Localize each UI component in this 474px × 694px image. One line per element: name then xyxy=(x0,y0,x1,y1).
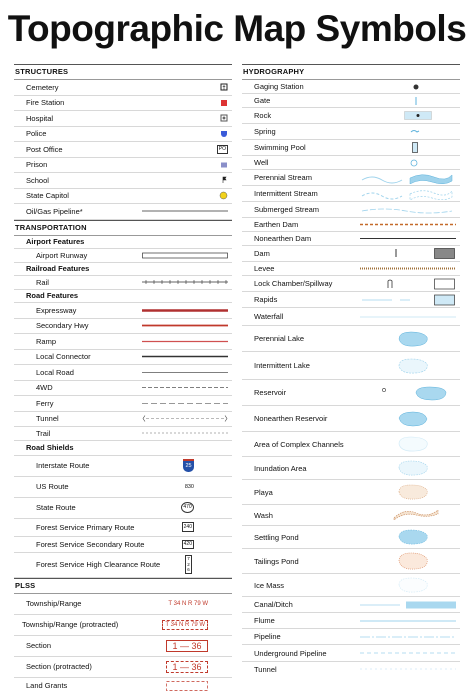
settling-pond-label: Settling Pond xyxy=(254,532,299,542)
legend-row-fs-high xyxy=(14,553,232,578)
legend-row-rail xyxy=(14,276,232,290)
legend-row-us-route xyxy=(14,477,232,498)
legend-row-fs-primary xyxy=(14,519,232,537)
legend-row-prison xyxy=(14,158,232,174)
expressway-label: Expressway xyxy=(36,305,77,315)
legend-row-complex-channels xyxy=(242,432,460,457)
us-route-label: US Route xyxy=(36,482,69,491)
legend-row-well xyxy=(242,156,460,170)
legend-row-land-grants xyxy=(14,678,232,694)
underground-pipeline-icon xyxy=(360,645,456,661)
legend-row-ramp xyxy=(14,334,232,350)
legend-row-section-protracted xyxy=(14,657,232,678)
state-capitol-label: State Capitol xyxy=(26,191,69,201)
levee-icon xyxy=(360,262,456,275)
secondary-hwy-line-icon xyxy=(142,319,228,334)
legend-row-trail xyxy=(14,427,232,441)
local-road-line-icon xyxy=(142,365,228,380)
post-office-icon: PO xyxy=(218,145,226,152)
police-badge-icon xyxy=(220,127,228,142)
us-route-shield-icon: 830 xyxy=(184,483,194,490)
state-capitol-star-icon xyxy=(219,189,228,204)
legend-row-pipeline xyxy=(14,204,232,220)
legend-row-spring xyxy=(242,124,460,140)
water-pipeline-icon xyxy=(360,629,456,644)
nonearthen-reservoir-icon xyxy=(396,406,430,431)
legend-row-inundation-area xyxy=(242,457,460,480)
fire-station-icon xyxy=(220,96,228,111)
reservoir-label: Reservoir xyxy=(254,388,287,397)
legend-row-cemetery xyxy=(14,80,232,96)
railroad-features-row xyxy=(14,263,232,277)
transportation-header: TRANSPORTATION xyxy=(14,220,232,236)
well-label: Well xyxy=(254,158,269,167)
gate-label: Gate xyxy=(254,96,271,105)
legend-row-state-capitol xyxy=(14,189,232,205)
fire-station-label: Fire Station xyxy=(26,98,65,108)
spring-label: Spring xyxy=(254,127,276,136)
legend-row-post-office xyxy=(14,142,232,158)
complex-channels-label: Area of Complex Channels xyxy=(254,439,344,449)
ice-mass-icon xyxy=(396,574,430,596)
trail-label: Trail xyxy=(36,428,51,438)
legend-row-perennial-stream xyxy=(242,170,460,186)
local-connector-label: Local Connector xyxy=(36,352,91,362)
expressway-line-icon xyxy=(142,303,228,318)
ramp-line-icon xyxy=(142,334,228,349)
pipeline-hydro-label: Pipeline xyxy=(254,632,281,641)
legend-row-expressway xyxy=(14,303,232,319)
legend-row-local-road xyxy=(14,365,232,381)
legend-row-fire-station xyxy=(14,96,232,112)
fs-high-label: Forest Service High Clearance Route xyxy=(36,560,161,569)
prison-label: Prison xyxy=(26,160,48,170)
legend-row-swimming-pool xyxy=(242,140,460,156)
legend-row-section xyxy=(14,636,232,657)
lock-chamber-icon xyxy=(366,276,456,291)
township-range-symbol: T 34 N R 79 W xyxy=(168,600,208,607)
legend-row-reservoir xyxy=(242,380,460,406)
legend-row-township-protracted xyxy=(14,615,232,636)
legend-row-ferry xyxy=(14,396,232,412)
complex-channels-icon xyxy=(396,432,430,456)
legend-row-tunnel xyxy=(14,412,232,428)
legend-row-tailings-pond xyxy=(242,549,460,574)
airport-runway-label: Airport Runway xyxy=(36,250,88,260)
section-protracted-symbol: 1 — 36 xyxy=(166,661,208,673)
prison-icon xyxy=(220,158,228,173)
road-shields-label: Road Shields xyxy=(26,443,74,452)
legend-row-nonearthen-dam xyxy=(242,232,460,246)
nonearthen-dam-label: Nonearthen Dam xyxy=(254,234,312,243)
legend-row-intermittent-lake xyxy=(242,352,460,380)
state-route-label: State Route xyxy=(36,503,76,512)
legend-row-wash xyxy=(242,505,460,526)
left-column xyxy=(14,64,232,694)
legend-row-submerged-stream xyxy=(242,202,460,218)
settling-pond-icon xyxy=(396,526,430,548)
hydrography-header: HYDROGRAPHY xyxy=(242,64,460,80)
intermittent-lake-icon xyxy=(396,352,430,379)
right-column xyxy=(242,64,460,676)
wash-icon xyxy=(392,505,440,525)
legend-row-waterfall xyxy=(242,308,460,326)
tunnel-label: Tunnel xyxy=(36,414,59,424)
section-protracted-label: Section (protracted) xyxy=(26,662,92,671)
canal-ditch-icon xyxy=(360,597,456,612)
airport-features-label: Airport Features xyxy=(26,237,85,247)
fs-secondary-label: Forest Service Secondary Route xyxy=(36,539,145,549)
legend-row-underground-pipeline xyxy=(242,645,460,662)
section-symbol: 1 — 36 xyxy=(166,640,208,652)
flume-icon xyxy=(360,613,456,628)
rail-label: Rail xyxy=(36,277,49,287)
legend-row-state-route xyxy=(14,498,232,519)
rapids-label: Rapids xyxy=(254,295,278,304)
local-connector-line-icon xyxy=(142,350,228,365)
legend-row-interstate xyxy=(14,456,232,477)
legend-row-rock xyxy=(242,108,460,124)
earthen-dam-icon xyxy=(360,218,456,231)
legend-row-pipeline-hydro xyxy=(242,629,460,645)
reservoir-icon xyxy=(370,380,450,405)
airport-features-row xyxy=(14,236,232,250)
legend-row-fs-secondary xyxy=(14,537,232,553)
perennial-stream-icon xyxy=(360,170,456,185)
tunnel-hydro-label: Tunnel xyxy=(254,664,277,674)
cemetery-icon xyxy=(220,80,228,95)
lock-chamber-label: Lock Chamber/Spillway xyxy=(254,279,333,288)
legend-row-ice-mass xyxy=(242,574,460,597)
legend-row-perennial-lake xyxy=(242,326,460,352)
legend-row-playa xyxy=(242,480,460,505)
tailings-pond-icon xyxy=(396,549,430,573)
earthen-dam-label: Earthen Dam xyxy=(254,220,299,229)
dam-icon xyxy=(366,246,456,261)
land-grants-label: Land Grants xyxy=(26,681,68,690)
legend-row-school xyxy=(14,173,232,189)
perennial-stream-label: Perennial Stream xyxy=(254,173,312,182)
hospital-icon xyxy=(220,111,228,126)
ferry-line-icon xyxy=(142,396,228,411)
legend-row-gate xyxy=(242,94,460,108)
cemetery-label: Cemetery xyxy=(26,82,59,92)
legend-row-secondary-hwy xyxy=(14,319,232,335)
legend-row-township xyxy=(14,594,232,615)
legend-row-levee xyxy=(242,262,460,276)
tunnel-line-icon xyxy=(142,412,228,427)
nonearthen-reservoir-label: Nonearthen Reservoir xyxy=(254,414,328,423)
legend-row-police xyxy=(14,127,232,143)
gate-icon xyxy=(414,94,418,107)
playa-label: Playa xyxy=(254,487,273,497)
svg-text:†: † xyxy=(222,84,226,92)
road-features-label: Road Features xyxy=(26,291,79,301)
land-grants-icon xyxy=(166,678,208,694)
road-shields-row xyxy=(14,441,232,456)
4wd-line-icon xyxy=(142,381,228,396)
legend-row-tunnel-hydro xyxy=(242,662,460,676)
state-route-shield-icon: 470 xyxy=(181,502,194,513)
legend-row-dam xyxy=(242,246,460,262)
gaging-station-icon xyxy=(412,80,420,93)
school-flag-icon xyxy=(220,173,228,188)
legend-row-gaging-station xyxy=(242,80,460,94)
flume-label: Flume xyxy=(254,616,275,625)
waterfall-label: Waterfall xyxy=(254,312,284,321)
legend-row-4wd xyxy=(14,381,232,397)
rock-label: Rock xyxy=(254,111,272,120)
legend-row-lock-chamber xyxy=(242,276,460,292)
structures-header: STRUCTURES xyxy=(14,64,232,80)
fs-primary-shield-icon: 240 xyxy=(183,524,192,530)
playa-icon xyxy=(396,480,430,504)
road-features-row xyxy=(14,290,232,304)
pipeline-label: Oil/Gas Pipeline* xyxy=(26,206,83,216)
interstate-label: Interstate Route xyxy=(36,461,90,470)
perennial-lake-label: Perennial Lake xyxy=(254,334,305,343)
wash-label: Wash xyxy=(254,510,273,520)
page-title: Topographic Map Symbols xyxy=(7,8,467,49)
dam-label: Dam xyxy=(254,249,270,258)
intermittent-stream-label: Intermittent Stream xyxy=(254,189,318,198)
legend-row-earthen-dam xyxy=(242,218,460,232)
trail-line-icon xyxy=(142,427,228,440)
legend-row-rapids xyxy=(242,292,460,308)
legend-row-settling-pond xyxy=(242,526,460,549)
swimming-pool-label: Swimming Pool xyxy=(254,143,306,152)
rock-icon xyxy=(404,108,432,123)
intermittent-lake-label: Intermittent Lake xyxy=(254,361,310,370)
legend-row-local-connector xyxy=(14,350,232,366)
spring-icon xyxy=(410,124,420,139)
hospital-label: Hospital xyxy=(26,113,54,123)
levee-label: Levee xyxy=(254,264,275,273)
legend-row-nonearthen-reservoir xyxy=(242,406,460,432)
well-icon xyxy=(410,156,418,169)
township-label: Township/Range xyxy=(26,599,82,608)
township-protracted-label: Township/Range (protracted) xyxy=(22,620,119,629)
secondary-hwy-label: Secondary Hwy xyxy=(36,321,89,331)
intermittent-stream-icon xyxy=(360,186,456,201)
tailings-pond-label: Tailings Pond xyxy=(254,556,299,566)
section-label: Section xyxy=(26,641,52,650)
local-road-label: Local Road xyxy=(36,367,74,377)
ramp-label: Ramp xyxy=(36,336,57,346)
ice-mass-label: Ice Mass xyxy=(254,580,285,590)
canal-ditch-label: Canal/Ditch xyxy=(254,600,293,609)
fs-secondary-shield-icon: 420 xyxy=(183,540,192,547)
railroad-features-label: Railroad Features xyxy=(26,264,90,274)
gaging-station-label: Gaging Station xyxy=(254,82,304,91)
waterfall-icon xyxy=(360,308,456,325)
pipeline-line-icon xyxy=(142,204,228,219)
4wd-label: 4WD xyxy=(36,383,53,393)
underground-pipeline-label: Underground Pipeline xyxy=(254,648,327,658)
ferry-label: Ferry xyxy=(36,398,54,408)
legend-row-flume xyxy=(242,613,460,629)
fs-high-shield-icon: 7 2 6 xyxy=(185,555,192,574)
legend-row-hospital xyxy=(14,111,232,127)
legend-row-canal-ditch xyxy=(242,597,460,613)
swimming-pool-icon xyxy=(412,140,418,155)
inundation-area-icon xyxy=(396,457,430,479)
perennial-lake-icon xyxy=(396,326,430,351)
interstate-shield-icon: 25 xyxy=(183,459,194,472)
submerged-stream-icon xyxy=(360,202,456,217)
school-label: School xyxy=(26,175,49,185)
legend-row-airport-runway xyxy=(14,249,232,263)
rapids-icon xyxy=(360,292,456,307)
nonearthen-dam-icon xyxy=(360,232,456,245)
post-office-label: Post Office xyxy=(26,144,63,154)
township-protracted-symbol: T 34 N R 79 W xyxy=(162,620,208,630)
legend-row-intermittent-stream xyxy=(242,186,460,202)
rail-track-icon xyxy=(142,276,228,289)
water-tunnel-icon xyxy=(360,662,456,676)
submerged-stream-label: Submerged Stream xyxy=(254,205,320,214)
inundation-area-label: Inundation Area xyxy=(254,463,307,473)
police-label: Police xyxy=(26,129,47,139)
runway-icon xyxy=(142,249,228,262)
fs-primary-label: Forest Service Primary Route xyxy=(36,522,135,532)
plss-header: PLSS xyxy=(14,578,232,594)
